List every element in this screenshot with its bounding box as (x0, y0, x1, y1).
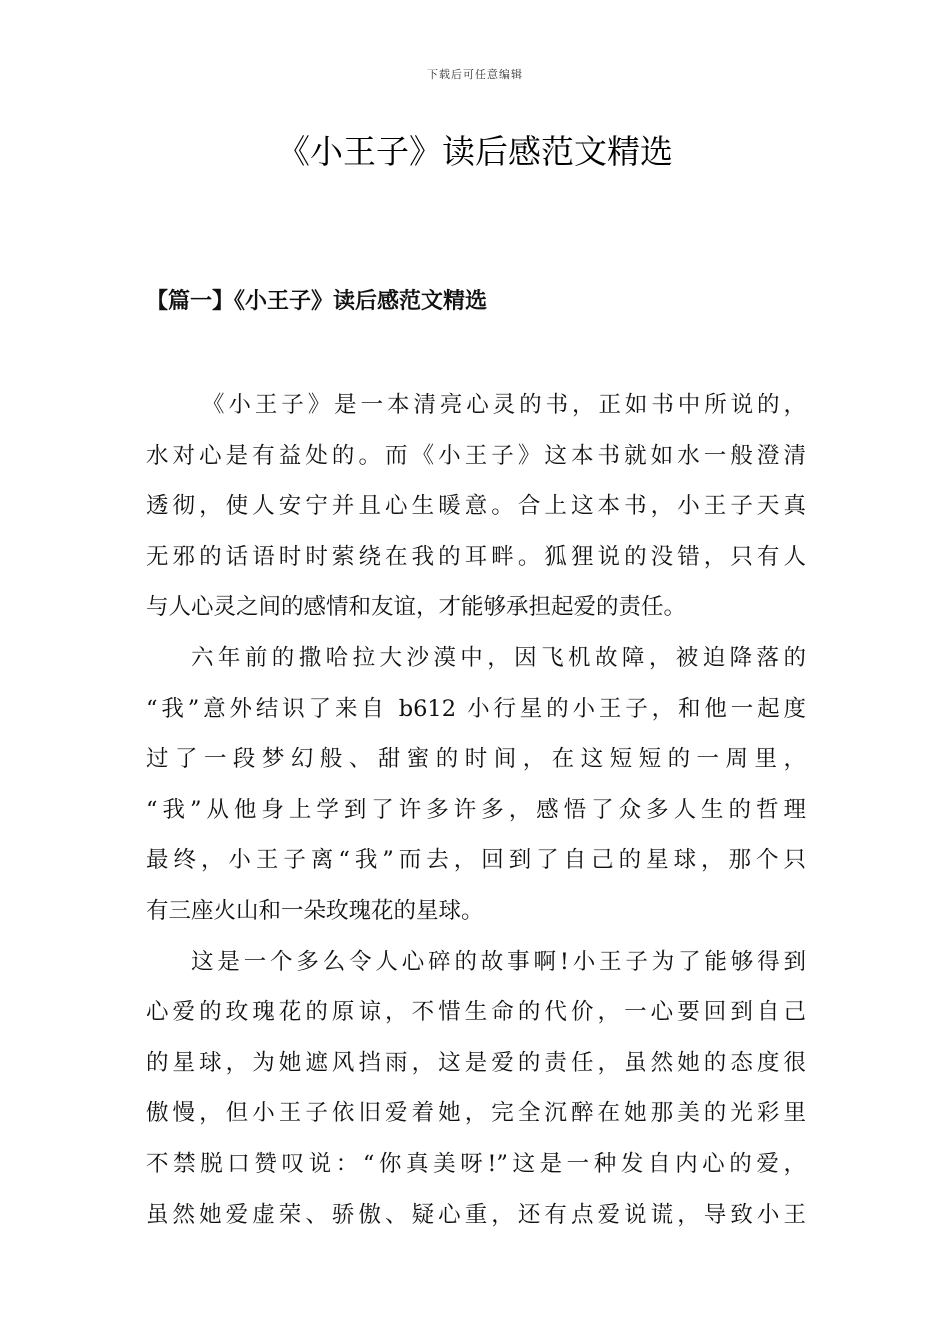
text-line: 最终，小王子离“我”而去，回到了自己的星球，那个只 (146, 847, 806, 874)
text-line: 不禁脱口赞叹说：“你真美呀!”这是一种发自内心的爱， (146, 1150, 806, 1177)
article-body (146, 380, 806, 1240)
text-line: 水对心是有益处的。而《小王子》这本书就如水一般澄清 (146, 442, 806, 469)
text-line: 《小王子》是一本清亮心灵的书，正如书中所说的， (202, 392, 806, 418)
text-line: 过了一段梦幻般、甜蜜的时间，在这短短的一周里， (146, 746, 806, 773)
header-note: 下载后可任意编辑 (427, 68, 523, 81)
text-line: 傲慢，但小王子依旧爱着她，完全沉醉在她那美的光彩里 (146, 1100, 806, 1127)
document-title: 《小王子》读后感范文精选 (277, 132, 673, 171)
text-line: 这是一个多么令人心碎的故事啊!小王子为了能够得到 (191, 948, 806, 975)
text-line: 与人心灵之间的感情和友谊，才能够承担起爱的责任。 (146, 594, 687, 621)
text-line: 有三座火山和一朵玫瑰花的星球。 (146, 897, 484, 924)
text-line: 透彻，使人安宁并且心生暖意。合上这本书，小王子天真 (146, 493, 806, 520)
text-line: 心爱的玫瑰花的原谅，不惜生命的代价，一心要回到自己 (146, 999, 806, 1026)
text-line: 的星球，为她遮风挡雨，这是爱的责任，虽然她的态度很 (146, 1049, 806, 1076)
text-line: 虽然她爱虚荣、骄傲、疑心重，还有点爱说谎，导致小王 (146, 1201, 806, 1228)
text-line: “我”意外结识了来自 b612 小行星的小王子，和他一起度 (146, 695, 806, 722)
text-line: 六年前的撒哈拉大沙漠中，因飞机故障，被迫降落的 (191, 644, 806, 671)
section-heading: 【篇一】《小王子》读后感范文精选 (146, 288, 488, 314)
text-line: 无邪的话语时时萦绕在我的耳畔。狐狸说的没错，只有人 (146, 543, 806, 570)
text-line: “我”从他身上学到了许多许多，感悟了众多人生的哲理 (146, 796, 806, 823)
